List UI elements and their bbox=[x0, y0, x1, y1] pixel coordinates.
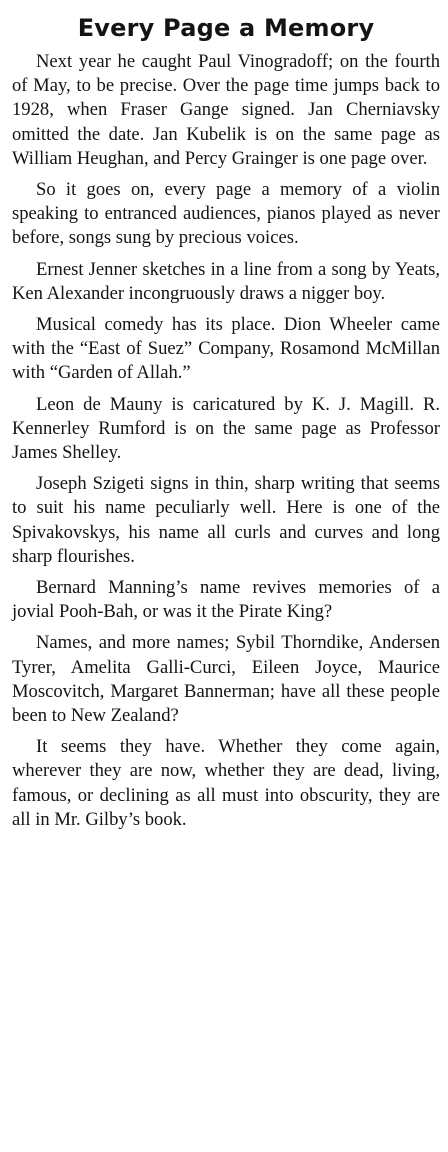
article-paragraph-3: Ernest Jenner sketches in a line from a song by Yeats, Ken Alexander incongruously draws a nigger boy. bbox=[12, 258, 440, 304]
article-paragraph-8: Names, and more names; Sybil Thorndike, Andersen Tyrer, Amelita Galli-Curci, Eileen Joyce, Maurice Moscovitch, Margaret Bannerman; have all these people been to New Zealand? bbox=[12, 632, 440, 727]
article-paragraph-1: Next year he caught Paul Vinogradoff; on the fourth of May, to be precise. Over the page time jumps back to 1928, when Fraser Gange signed. Jan Cherniavsky omitted the date. Jan Kubelik is on the same page as William Heughan, and Percy Grainger is one page over. bbox=[12, 51, 440, 169]
article-heading: Every Page a Memory bbox=[77, 14, 375, 42]
article-paragraph-9: It seems they have. Whether they come again, wherever they are now, whether they are dead, living, famous, or declining as all must into obscurity, they are all in Mr. Gilby’s book. bbox=[12, 736, 440, 830]
article-paragraph-2: So it goes on, every page a memory of a violin speaking to entranced audiences, pianos played as never before, songs sung by precious voices. bbox=[12, 179, 440, 249]
article-paragraph-6: Joseph Szigeti signs in thin, sharp writing that seems to suit his name peculiarly well. Here is one of the Spivakovskys, his name all curls and curves and long sharp flourishes. bbox=[12, 473, 440, 567]
article-column bbox=[12, 14, 440, 839]
article-paragraph-5: Leon de Mauny is caricatured by K. J. Magill. R. Kennerley Rumford is on the same page as Professor James Shelley. bbox=[12, 393, 440, 464]
article-paragraph-4: Musical comedy has its place. Dion Wheeler came with the “East of Suez” Company, Rosamond McMillan with “Garden of Allah.” bbox=[12, 314, 440, 384]
article-paragraph-7: Bernard Manning’s name revives memories of a jovial Pooh-Bah, or was it the Pirate King? bbox=[12, 577, 440, 623]
